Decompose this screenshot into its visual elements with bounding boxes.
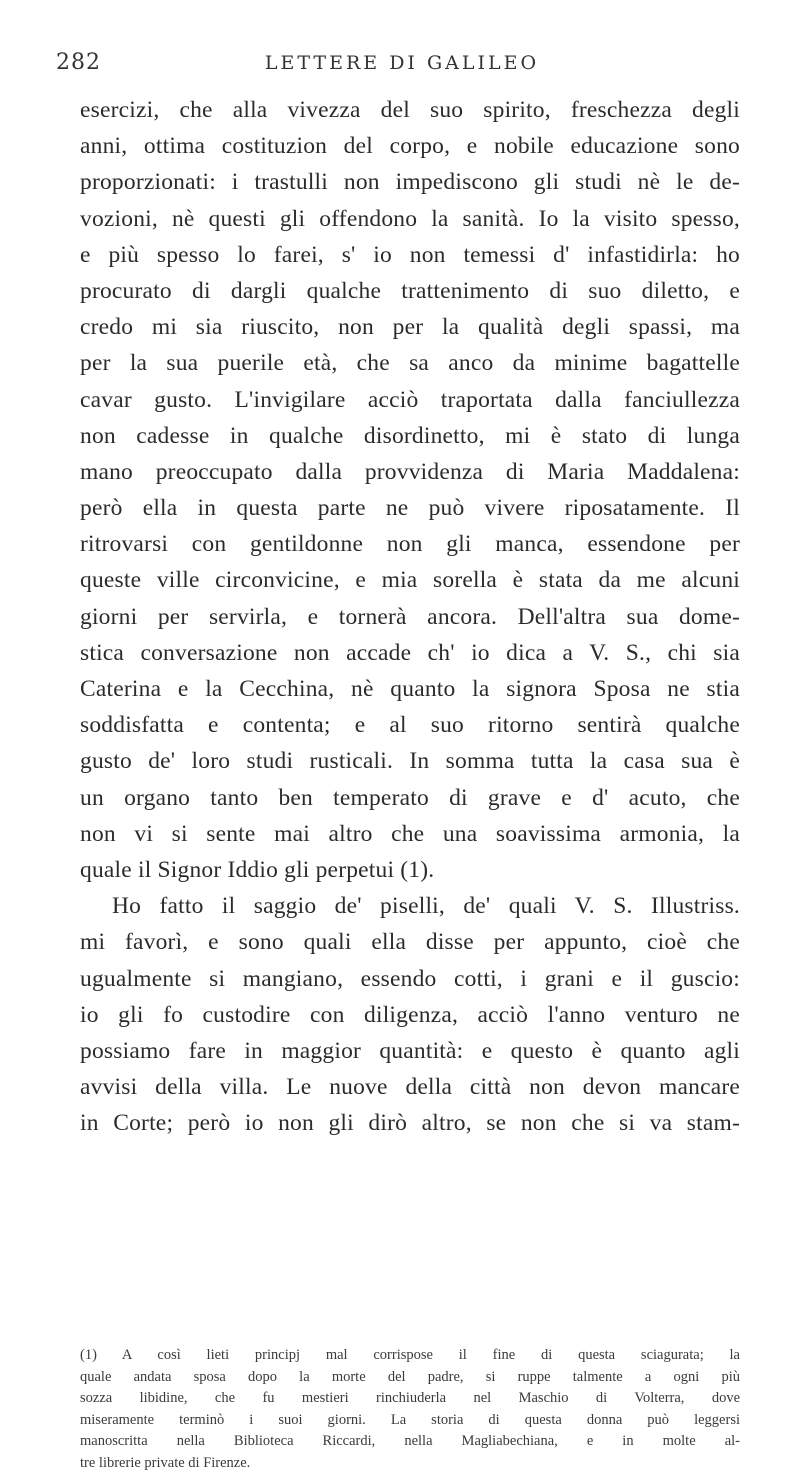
text-line: soddisfatta e contenta; e al suo ritorno sentirà qualche [80, 707, 740, 743]
paragraph-end-line: quale il Signor Iddio gli perpetui (1). [80, 852, 740, 888]
text-line: ugualmente si mangiano, essendo cotti, i grani e il guscio: [80, 961, 740, 997]
text-line: mi favorì, e sono quali ella disse per appunto, cioè che [80, 924, 740, 960]
footnote-line: miseramente terminò i suoi giorni. La storia di questa donna può leggersi [80, 1410, 740, 1432]
text-line: io gli fo custodire con diligenza, acciò l'anno venturo ne [80, 997, 740, 1033]
text-line: però ella in questa parte ne può vivere riposatamente. Il [80, 490, 740, 526]
text-line: Caterina e la Cecchina, nè quanto la signora Sposa ne stia [80, 671, 740, 707]
text-line: anni, ottima costituzion del corpo, e nobile educazione sono [80, 128, 740, 164]
footnote-line: quale andata sposa dopo la morte del padre, si ruppe talmente a ogni più [80, 1367, 740, 1389]
page-number: 282 [56, 50, 101, 75]
text-line: avvisi della villa. Le nuove della città non devon mancare [80, 1069, 740, 1105]
text-line: un organo tanto ben temperato di grave e d' acuto, che [80, 780, 740, 816]
text-line: credo mi sia riuscito, non per la qualità degli spassi, ma [80, 309, 740, 345]
text-line: mano preoccupato dalla provvidenza di Maria Maddalena: [80, 454, 740, 490]
text-line: in Corte; però io non gli dirò altro, se non che si va stam- [80, 1105, 740, 1141]
text-line: stica conversazione non accade ch' io dica a V. S., chi sia [80, 635, 740, 671]
text-line: gusto de' loro studi rusticali. In somma tutta la casa sua è [80, 743, 740, 779]
text-line: non vi si sente mai altro che una soavissima armonia, la [80, 816, 740, 852]
text-line: ritrovarsi con gentildonne non gli manca, essendone per [80, 526, 740, 562]
main-text [80, 92, 740, 1141]
text-line: esercizi, che alla vivezza del suo spirito, freschezza degli [80, 92, 740, 128]
footnote-line: sozza libidine, che fu mestieri rinchiuderla nel Maschio di Volterra, dove [80, 1388, 740, 1410]
running-title: LETTERE DI GALILEO [56, 52, 748, 74]
footnote-line: tre librerie private di Firenze. [80, 1453, 740, 1474]
running-head [56, 50, 748, 80]
footnote [80, 1345, 740, 1474]
text-line: procurato di dargli qualche trattenimento di suo diletto, e [80, 273, 740, 309]
text-line: possiamo fare in maggior quantità: e questo è quanto agli [80, 1033, 740, 1069]
text-line: queste ville circonvicine, e mia sorella è stata da me alcuni [80, 562, 740, 598]
footnote-line: (1) A così lieti principj mal corrispose il fine di questa sciagurata; la [80, 1345, 740, 1367]
text-line: per la sua puerile età, che sa anco da minime bagattelle [80, 345, 740, 381]
footnote-line: manoscritta nella Biblioteca Riccardi, nella Magliabechiana, e in molte al- [80, 1431, 740, 1453]
text-line: cavar gusto. L'invigilare acciò traportata dalla fanciullezza [80, 382, 740, 418]
text-line: e più spesso lo farei, s' io non temessi d' infastidirla: ho [80, 237, 740, 273]
text-line: proporzionati: i trastulli non impediscono gli studi nè le de- [80, 164, 740, 200]
paragraph-start-line: Ho fatto il saggio de' piselli, de' quali V. S. Illustriss. [80, 888, 740, 924]
text-line: non cadesse in qualche disordinetto, mi è stato di lunga [80, 418, 740, 454]
text-line: vozioni, nè questi gli offendono la sanità. Io la visito spesso, [80, 201, 740, 237]
text-line: giorni per servirla, e tornerà ancora. Dell'altra sua dome- [80, 599, 740, 635]
